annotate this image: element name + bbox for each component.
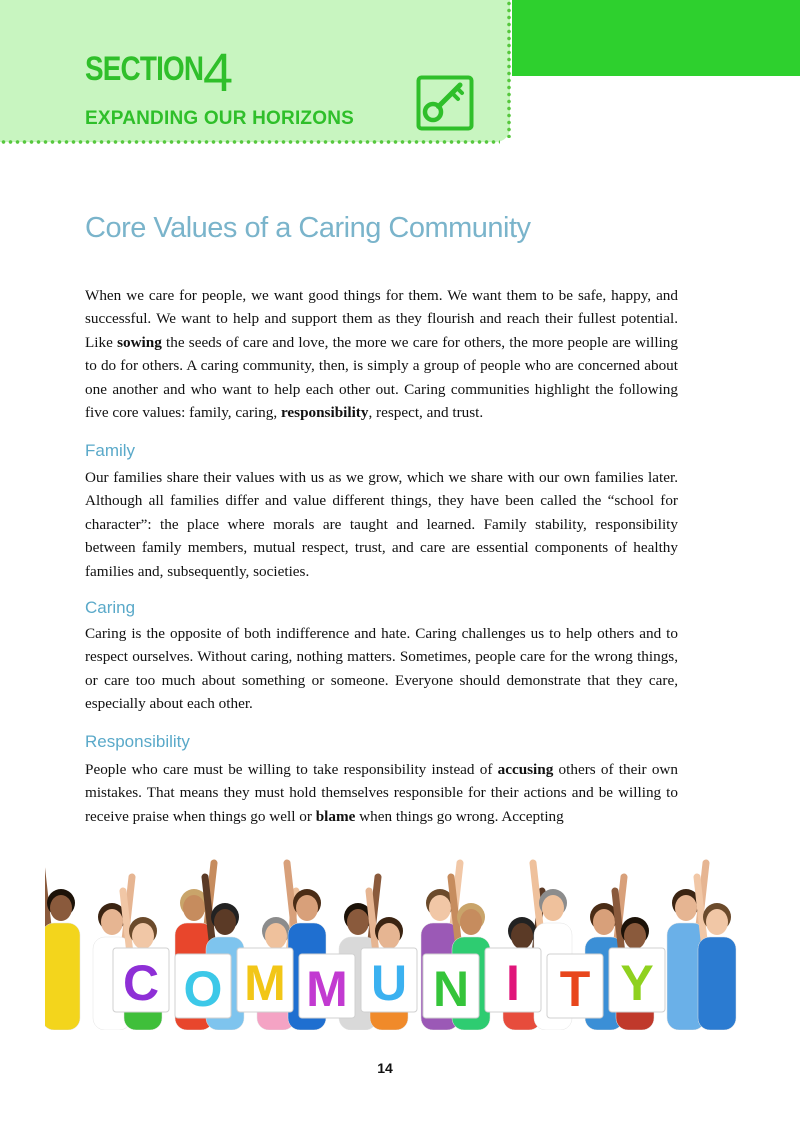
letter-card-text: Y <box>620 955 654 1011</box>
family-heading: Family <box>85 441 136 460</box>
intro-bold-responsibility: responsibility <box>280 404 369 422</box>
letter-card-text: C <box>122 955 160 1011</box>
page-title: Core Values of a Caring Community <box>85 212 531 244</box>
intro-text-2: the seeds of care and love, the more we care for others, the more people are willing to do for others. A caring community, then, is simply a group of people who are concerned about one another and who want to help each other out. Caring communities highlight the following five core values: family, caring, <box>85 333 678 422</box>
letter-cards <box>113 948 665 1018</box>
crowd-person <box>45 863 80 1030</box>
responsibility-text-2: others of their own mistakes. That means they must hold themselves responsible for their actions and be willing to receive praise when things go well or <box>85 761 678 825</box>
responsibility-paragraph <box>85 758 678 828</box>
header-green-block <box>512 0 800 76</box>
header-dotted-border-bottom <box>0 139 500 145</box>
crowd-person <box>697 877 736 1030</box>
responsibility-bold-blame: blame <box>315 807 356 825</box>
section-subtitle: EXPANDING OUR HORIZONS <box>85 108 355 129</box>
family-paragraph: Our families share their values with us as we grow, which we share with our own families later. Although all families differ and value different things, they have been called the “school for character”: the place where morals are taught and learned. Family stability, responsibility between family members, mutual respect, trust, and care are essential components of healthy families and, subsequently, societies. <box>85 469 678 580</box>
caring-paragraph: Caring is the opposite of both indifference and hate. Caring challenges us to help others and to respect ourselves. Without caring, nothing matters. Sometimes, people care for the wrong things, or care too much about something or someone. Everyone should demonstrate that they care, especially about each other. <box>85 625 678 713</box>
section-word: SECTION <box>85 50 204 88</box>
intro-bold-sowing: sowing <box>117 333 162 351</box>
section-label <box>85 43 234 103</box>
key-icon <box>416 75 474 131</box>
caring-heading: Caring <box>85 598 136 617</box>
responsibility-text-1: People who care must be willing to take responsibility instead of <box>85 761 498 778</box>
section-number: 4 <box>203 43 234 103</box>
responsibility-bold-accusing: accusing <box>497 761 554 778</box>
letter-card-text: M <box>306 961 348 1017</box>
responsibility-text-3: when things go wrong. Accepting <box>355 807 564 825</box>
intro-text-3: , respect, and trust. <box>368 404 484 422</box>
letter-card-text: N <box>432 961 470 1017</box>
letter-card-text: O <box>183 961 223 1017</box>
letter-card-text: M <box>244 955 286 1011</box>
intro-text-1: When we care for people, we want good things for them. We want them to be safe, happy, and successful. We want to help and support them as they flourish and reach their fullest potential. Like <box>85 287 678 351</box>
page-number: 14 <box>377 1060 393 1076</box>
letter-card-text: T <box>559 961 591 1017</box>
letter-card-text: I <box>506 955 520 1011</box>
intro-paragraph <box>85 284 678 424</box>
responsibility-heading: Responsibility <box>85 732 190 751</box>
community-photo <box>45 850 753 1030</box>
letter-card-text: U <box>370 955 408 1011</box>
